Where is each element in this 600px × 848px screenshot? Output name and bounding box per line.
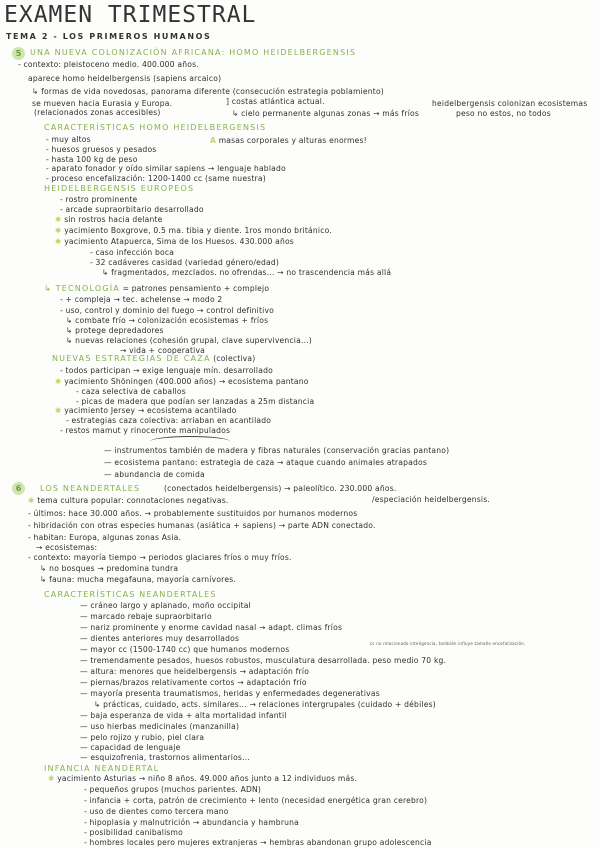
list-item: ↳ protege depredadores [66, 326, 164, 335]
list-item: → vida + cooperativa [120, 346, 206, 355]
note-line: - hibridación con otras especies humanas (asiática + sapiens) → parte ADN conectado. [28, 521, 376, 530]
list-item: — capacidad de lenguaje [80, 743, 181, 752]
list-item: ✱ yacimiento Atapuerca, Sima de los Huesos. 430.000 años [55, 237, 294, 246]
list-item: — pelo rojizo y rubio, piel clara [80, 733, 205, 742]
section-heading: LOS NEANDERTALES [40, 484, 141, 493]
list-item: — dientes anteriores muy desarrollados [80, 634, 240, 643]
note-line: ↳ no bosques → predomina tundra [40, 564, 179, 573]
list-item: — marcado rebaje supraorbitario [80, 612, 212, 621]
list-item: - rostro prominente [60, 195, 138, 204]
subsection-heading: INFANCIA NEANDERTAL [44, 764, 160, 773]
section-heading: UNA NUEVA COLONIZACIÓN AFRICANA: HOMO HEIDELBERGENSIS [30, 48, 357, 57]
section-number-badge: 5 [12, 47, 25, 60]
page-title: EXAMEN TRIMESTRAL [4, 2, 257, 28]
list-item: ↳ combate frío → colonización ecosistemas + fríos [66, 316, 269, 325]
section-heading-aside: (conectados heidelbergensis) → paleolítico. 230.000 años. [164, 484, 397, 493]
list-item: — nariz prominente y enorme cavidad nasal → adapt. climas fríos [80, 623, 343, 632]
list-item: - + compleja → tec. achelense → modo 2 [60, 295, 223, 304]
list-item: ↳ fragmentados, mezclados. no ofrendas... → no trascendencia más allá [102, 268, 392, 277]
list-item: - picas de madera que podían ser lanzadas a 25m distancia [76, 397, 315, 406]
list-item: ✱ sin rostros hacia delante [55, 215, 163, 224]
list-item: - arcade supraorbitario desarrollado [60, 205, 204, 214]
page-subtitle: TEMA 2 - LOS PRIMEROS HUMANOS [6, 32, 212, 41]
note-line: ↳ formas de vida novedosas, panorama diferente (consecución estrategia poblamiento) [32, 87, 384, 96]
list-item: — uso hierbas medicinales (manzanilla) [80, 722, 240, 731]
list-item: - aparato fonador y oído similar sapiens → lenguaje hablado [46, 164, 286, 173]
side-note: cc no relacionado inteligencia, también influye tamaño encefalización. [370, 641, 526, 646]
list-item: ✱ yacimiento Boxgrove, 0.5 ma. tibia y diente. 1ros mondo británico. [55, 226, 332, 235]
subsection-heading: NUEVAS ESTRATEGIAS DE CAZA (colectiva) [52, 354, 256, 363]
list-item: - posibilidad canibalismo [84, 828, 183, 837]
list-item: — piernas/brazos relativamente cortos → adaptación frío [80, 678, 307, 687]
list-item: ✱ yacimiento Jersey → ecosistema acantilado [55, 406, 237, 415]
list-item: - estrategias caza colectiva: arriaban en acantilado [66, 416, 272, 425]
note-line: → ecosistemas: [36, 543, 98, 552]
list-item: — mayoría presenta traumatismos, heridas y enfermedades degenerativas [80, 689, 380, 698]
note-line: peso no estos, no todos [456, 109, 551, 118]
list-item: — altura: menores que heidelbergensis → adaptación frío [80, 667, 310, 676]
list-item: ↳ nuevas relaciones (cohesión grupal, clave supervivencia...) [66, 336, 312, 345]
note-line: heidelbergensis colonizan ecosistemas [432, 99, 588, 108]
list-item: - infancia + corta, patrón de crecimiento + lento (necesidad energética gran cerebro) [84, 796, 428, 805]
note-line: ] costas atlántica actual. [226, 97, 325, 106]
note-line: - contexto: pleistoceno medio. 400.000 años. [18, 60, 199, 69]
list-item: - hipoplasia y malnutrición → abundancia y hambruna [84, 818, 300, 827]
list-item: — ecosistema pantano: estrategia de caza → ataque cuando animales atrapados [104, 458, 427, 467]
note-line: se mueven hacia Eurasia y Europa. [32, 99, 173, 108]
subsection-heading: ↳ TECNOLOGÍA = patrones pensamiento + complejo [44, 284, 270, 293]
list-item: — instrumentos también de madera y fibras naturales (conservación gracias pantano) [104, 446, 450, 455]
list-item: — cráneo largo y aplanado, moño occipital [80, 601, 251, 610]
section-number-badge: 6 [12, 482, 25, 495]
list-item: — baja esperanza de vida + alta mortalidad infantil [80, 711, 287, 720]
list-item: - muy altos [46, 135, 91, 144]
list-item: - caso infección boca [90, 248, 175, 257]
list-item: - uso de dientes como tercera mano [84, 807, 229, 816]
aside-note: A masas corporales y alturas enormes! [210, 136, 367, 145]
note-line: ↳ fauna: mucha megafauna, mayoría carnívores. [40, 575, 236, 584]
list-item: ↳ prácticas, cuidado, acts. similares... → relaciones intergrupales (cuidado + débiles) [94, 700, 436, 709]
list-item: - uso, control y dominio del fuego → control definitivo [60, 306, 274, 315]
list-item: - hombres locales pero mujeres extranjeras → hembras abandonan grupo adolescencia [84, 838, 432, 847]
note-line: (relacionados zonas accesibles) [34, 108, 161, 117]
note-line: - habitan: Europa, algunas zonas Asia. [28, 533, 182, 542]
note-line: aparece homo heidelbergensis (sapiens arcaico) [28, 74, 222, 83]
note-line: ↳ cielo permanente algunas zonas → más fríos [232, 109, 420, 118]
subsection-heading: CARACTERÍSTICAS NEANDERTALES [44, 590, 217, 599]
list-item: - restos mamut y rinoceronte manipulados [60, 426, 231, 435]
note-line: - últimos: hace 30.000 años. → probablemente sustituidos por humanos modernos [28, 509, 358, 518]
note-line: /especiación heidelbergensis. [372, 495, 490, 504]
list-item: - proceso encefalización: 1200-1400 cc (same nuestra) [46, 174, 266, 183]
list-item: - huesos gruesos y pesados [46, 145, 157, 154]
subsection-heading: HEIDELBERGENSIS EUROPEOS [44, 184, 195, 193]
list-item: - caza selectiva de caballos [76, 387, 186, 396]
note-line: ✱ tema cultura popular: connotaciones negativas. [28, 496, 229, 505]
list-item: ✱ yacimiento Shöningen (400.000 años) → ecosistema pantano [55, 377, 309, 386]
list-item: - pequeños grupos (muchos parientes. ADN) [84, 785, 262, 794]
list-item: — esquizofrenia, trastornos alimentarios... [80, 753, 250, 762]
subsection-heading: CARACTERÍSTICAS HOMO HEIDELBERGENSIS [44, 123, 267, 132]
list-item: — abundancia de comida [104, 470, 205, 479]
list-item: — tremendamente pesados, huesos robustos, musculatura desarrollada. peso medio 70 kg. [80, 656, 447, 665]
list-item: ✱ yacimiento Asturias → niño 8 años. 49.000 años junto a 12 individuos más. [48, 774, 358, 783]
list-item: - hasta 100 kg de peso [46, 155, 138, 164]
list-item: - todos participan → exige lenguaje mín. desarrollado [60, 366, 273, 375]
list-item: - 32 cadáveres casidad (variedad género/edad) [90, 258, 280, 267]
list-item: — mayor cc (1500-1740 cc) que humanos modernos [80, 645, 290, 654]
note-line: - contexto: mayoría tiempo → periodos glaciares fríos o muy fríos. [28, 553, 292, 562]
